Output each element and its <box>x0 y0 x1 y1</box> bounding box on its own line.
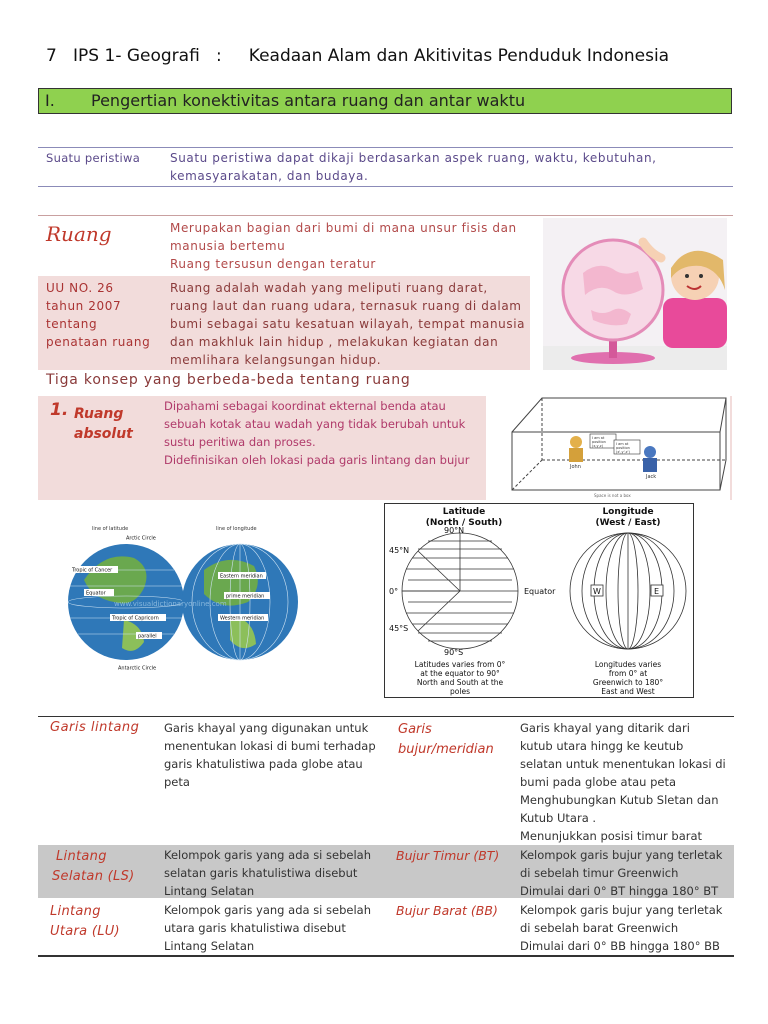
ruang-label: Ruang <box>46 222 112 246</box>
desc-line: Dimulai dari 0° BB hingga 180° BB <box>520 939 720 953</box>
ruang-line: Ruang tersusun dengan teratur <box>170 257 376 271</box>
garis-lintang-desc <box>164 719 376 791</box>
absolut-number: 1. <box>50 400 69 420</box>
section-number: I. <box>45 91 55 110</box>
lat-0: 0° <box>389 587 399 596</box>
desc-line: Dimulai dari 0° BT hingga 180° BT <box>520 884 719 898</box>
peristiwa-label: Suatu peristiwa <box>46 151 141 165</box>
label-line: Lintang <box>50 904 101 919</box>
desc-line: di sebelah timur Greenwich <box>520 866 679 880</box>
label-line: Selatan (LS) <box>52 869 135 884</box>
table-top-border <box>38 716 734 717</box>
desc-line: Lintang Selatan <box>164 939 255 953</box>
john-label: John <box>570 464 581 470</box>
lintang-selatan-desc <box>164 846 371 900</box>
label-line: Lintang <box>56 849 107 864</box>
label-western: Western meridian <box>220 615 265 622</box>
box-caption: Space is not a box <box>594 493 631 498</box>
label-capricorn: Tropic of Capricorn <box>112 615 159 622</box>
label-arctic: Arctic Circle <box>126 535 156 542</box>
absolut-label <box>74 404 133 444</box>
jack-label: Jack <box>646 474 657 480</box>
bujur-barat-desc <box>520 901 722 955</box>
desc-line: peta <box>164 775 190 789</box>
bubble2-line: (x',y',z') <box>616 450 630 454</box>
uu-line: memlihara kelangsungan hidup. <box>170 353 382 367</box>
desc-line: Garis khayal yang ditarik dari <box>520 721 690 735</box>
uu-line: Ruang adalah wadah yang meliputi ruang darat, <box>170 281 488 295</box>
uu-line: dan makhluk lain hidup , melakukan kegiatan dan <box>170 335 499 349</box>
lat-90s: 90°S <box>444 648 464 657</box>
bubble2-line: I am at <box>616 442 629 446</box>
desc-line: selatan garis khatulistiwa disebut <box>164 866 358 880</box>
peristiwa-text <box>170 149 657 185</box>
desc-line: Menghubungkan Kutub Sletan dan <box>520 793 719 807</box>
label-prime: prime meridian <box>226 593 265 600</box>
label-line: Utara (LU) <box>50 924 120 939</box>
desc-line: Lintang Selatan <box>164 884 255 898</box>
divider <box>38 147 733 148</box>
divider <box>38 215 733 216</box>
absolute-space-box-figure <box>486 396 730 500</box>
globes-lat-long-figure <box>54 520 308 680</box>
globe-label-latitude: line of latitude <box>92 526 129 532</box>
lon-title: Longitude <box>602 507 654 517</box>
uu-label-line: UU NO. 26 <box>46 281 114 295</box>
header-number: 7 <box>46 46 57 66</box>
page-header <box>46 46 669 66</box>
desc-line: kutub utara hingg ke keutub <box>520 739 684 753</box>
desc-line: Kelompok garis bujur yang terletak <box>520 848 723 862</box>
garis-bujur-desc <box>520 719 726 845</box>
label-cancer: Tropic of Cancer <box>72 567 113 574</box>
ruang-line: manusia bertemu <box>170 239 286 253</box>
bubble1-line: I am at <box>592 436 605 440</box>
label-antarctic: Antarctic Circle <box>118 665 157 672</box>
lon-note: Greenwich to 180° <box>592 678 664 687</box>
desc-line: garis khatulistiwa pada globe atau <box>164 757 363 771</box>
lon-note: East and West <box>601 687 655 696</box>
uu-label-line: tentang <box>46 317 98 331</box>
uu-label-line: tahun 2007 <box>46 299 122 313</box>
desc-line: selatan untuk menentukan lokasi di <box>520 757 726 771</box>
desc-line: bumi pada globe atau peta <box>520 775 677 789</box>
desc-line: utara garis khatulistiwa disebut <box>164 921 346 935</box>
bubble1-line: (x,y,z) <box>592 444 603 448</box>
uu-label-line: penataan ruang <box>46 335 151 349</box>
desc-line: Kelompok garis bujur yang terletak <box>520 903 723 917</box>
header-title: Keadaan Alam dan Akitivitas Penduduk Indonesia <box>248 46 670 66</box>
desc-line: di sebelah barat Greenwich <box>520 921 679 935</box>
bubble2-line: position <box>616 446 630 450</box>
bubble1-line: position <box>592 440 606 444</box>
lon-note: Longitudes varies <box>594 660 662 669</box>
divider <box>38 186 733 187</box>
desc-line: Menunjukkan posisi timur barat <box>520 829 703 843</box>
girl-globe-photo <box>543 218 727 370</box>
latitude-longitude-diagram <box>384 503 694 698</box>
lat-title: Latitude <box>442 507 486 517</box>
desc-line: Garis khayal yang digunakan untuk <box>164 721 369 735</box>
absolut-line: sebuah kotak atau wadah yang tidak berubah untuk <box>164 417 466 431</box>
label-line: Garis <box>398 722 432 737</box>
bujur-barat-label: Bujur Barat (BB) <box>396 903 498 918</box>
section-title: Pengertian konektivitas antara ruang dan antar waktu <box>91 91 526 110</box>
lat-title: (North / South) <box>425 518 503 528</box>
desc-line: Kelompok garis yang ada si sebelah <box>164 848 372 862</box>
lat-45n: 45°N <box>389 546 410 555</box>
section-band <box>38 88 732 114</box>
lat-note: North and South at the <box>416 678 504 687</box>
lon-title: (West / East) <box>595 518 661 528</box>
desc-line: Kutub Utara . <box>520 811 597 825</box>
absolut-line: Dipahami sebagai koordinat ekternal benda atau <box>164 399 446 413</box>
header-subject: IPS 1- Geografi <box>73 46 200 66</box>
lat-90n: 90°N <box>444 526 465 535</box>
uu-line: bumi sebagai satu kesatuan wilayah, tempat manusia <box>170 317 526 331</box>
lintang-utara-desc <box>164 901 371 955</box>
ruang-line: Merupakan bagian dari bumi di mana unsur fisis dan <box>170 221 517 235</box>
desc-line: Kelompok garis yang ada si sebelah <box>164 903 372 917</box>
table-bottom-border <box>38 955 734 957</box>
tiga-konsep-heading: Tiga konsep yang berbeda-beda tentang ruang <box>46 372 411 388</box>
label-eastern: Eastern meridian <box>220 573 263 580</box>
label-line: bujur/meridian <box>398 742 494 757</box>
peristiwa-line: Suatu peristiwa dapat dikaji berdasarkan aspek ruang, waktu, kebutuhan, <box>170 151 657 165</box>
lat-note: Latitudes varies from 0° <box>414 660 506 669</box>
west-label: W <box>593 587 601 596</box>
lat-note: at the equator to 90° <box>420 669 500 678</box>
lintang-selatan-label <box>52 847 135 887</box>
bujur-timur-label: Bujur Timur (BT) <box>396 848 500 863</box>
lon-note: from 0° at <box>608 669 648 678</box>
header-colon: : <box>216 46 222 66</box>
absolut-line: sustu peritiwa dan proses. <box>164 435 316 449</box>
ruang-definition <box>170 219 517 273</box>
globe-label-longitude: line of longitude <box>216 526 257 532</box>
east-label: E <box>654 587 660 596</box>
garis-lintang-label: Garis lintang <box>50 720 140 735</box>
watermark: www.visualdictionaryonline.com <box>114 600 227 608</box>
lintang-utara-label <box>50 902 120 942</box>
uu-line: ruang laut dan ruang udara, ternasuk ruang di dalam <box>170 299 522 313</box>
absolut-line: Didefinisikan oleh lokasi pada garis lintang dan bujur <box>164 453 470 467</box>
label-equator: Equator <box>86 590 106 597</box>
equator-label: Equator <box>524 587 556 596</box>
desc-line: menentukan lokasi di bumi terhadap <box>164 739 376 753</box>
absolut-text <box>164 397 469 469</box>
bujur-timur-desc <box>520 846 722 900</box>
garis-bujur-label <box>398 720 494 760</box>
uu-label <box>46 279 150 351</box>
absolut-label-line: absolut <box>74 426 133 442</box>
lat-45s: 45°S <box>389 624 409 633</box>
peristiwa-line: kemasyarakatan, dan budaya. <box>170 169 369 183</box>
absolut-label-line: Ruang <box>74 406 124 422</box>
label-parallel: parallel <box>138 633 157 640</box>
lat-note: poles <box>450 687 470 696</box>
uu-text <box>170 279 525 369</box>
